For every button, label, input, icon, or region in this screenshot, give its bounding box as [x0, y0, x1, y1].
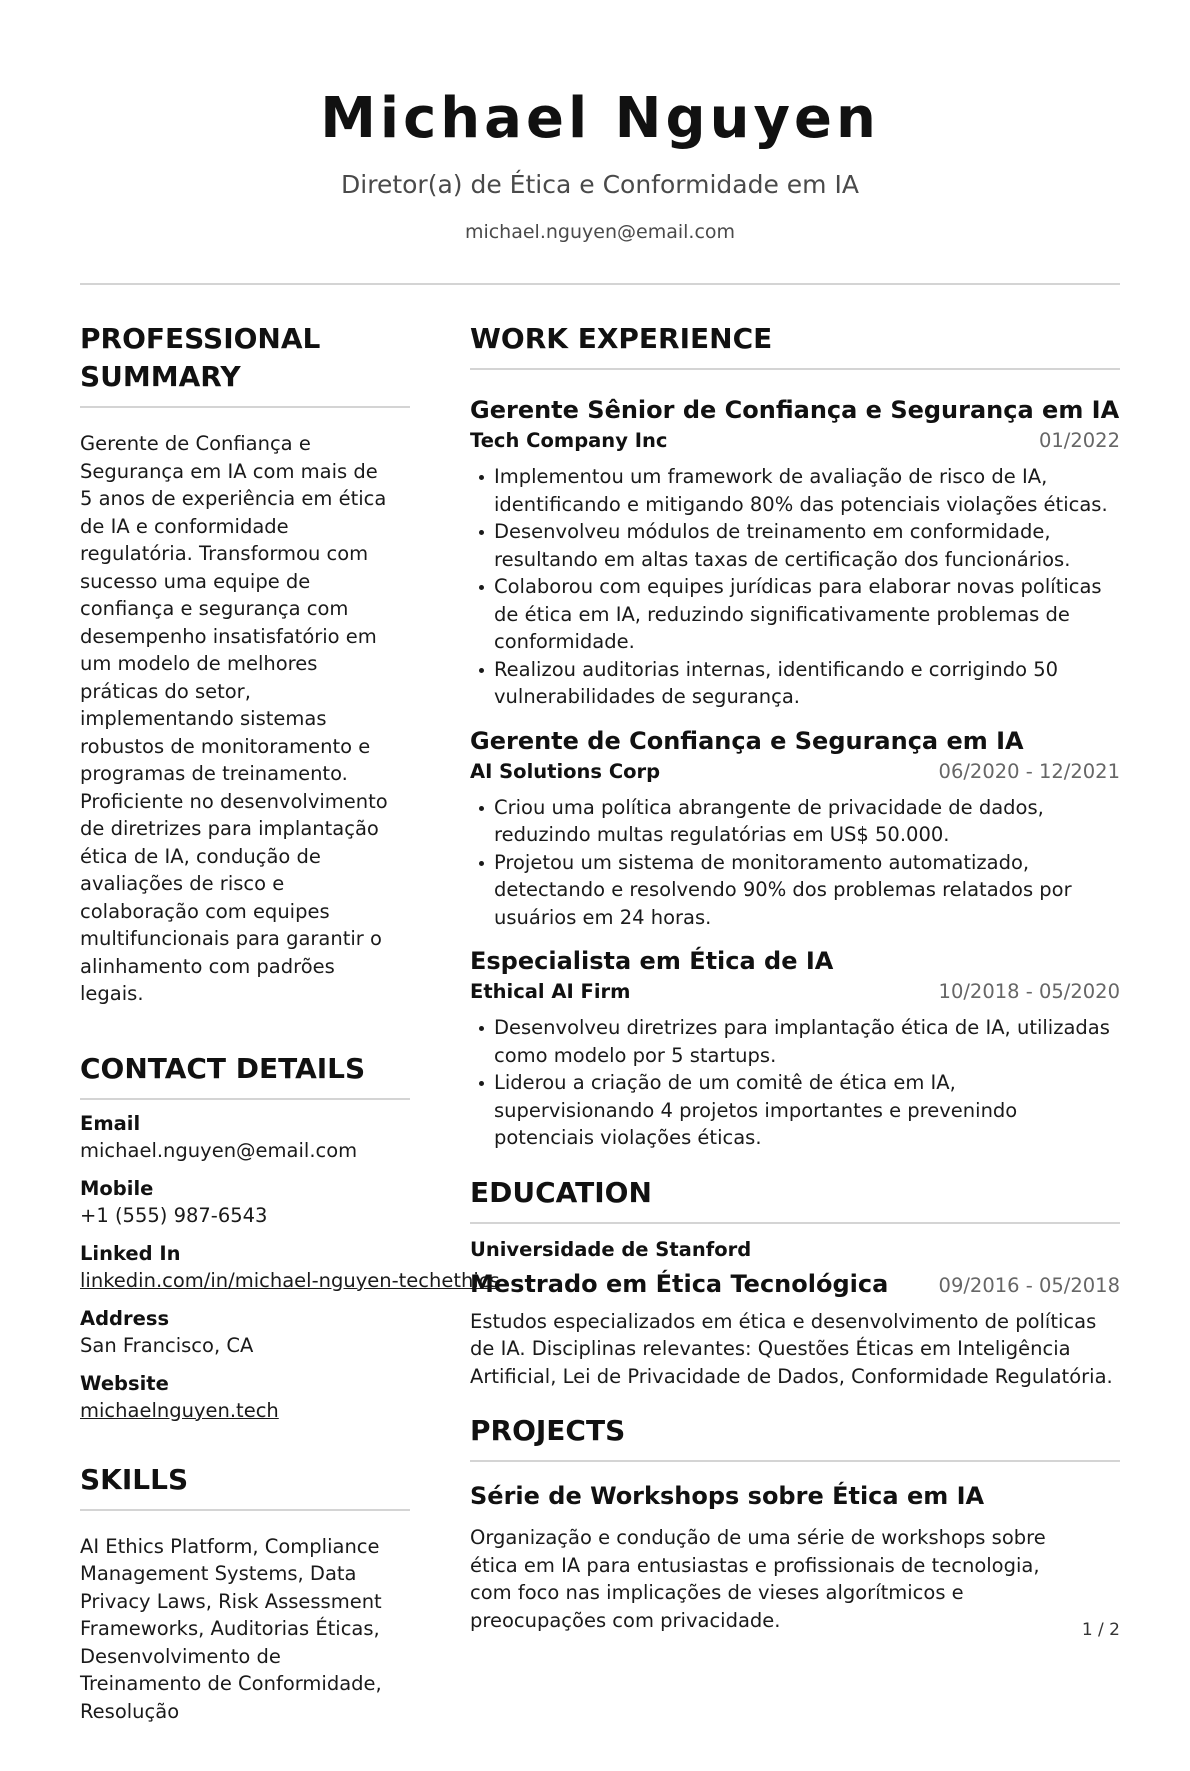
job-meta — [470, 758, 1120, 786]
projects-heading: PROJECTS — [470, 1414, 626, 1447]
contact-email-value: michael.nguyen@email.com — [80, 1138, 358, 1162]
job-bullet: Liderou a criação de um comitê de ética em IA, supervisionando 4 projetos importantes e prevenindo potenciais violações éticas. — [470, 1069, 1120, 1152]
edu-date: 09/2016 - 05/2018 — [938, 1273, 1120, 1297]
skills-heading: SKILLS — [80, 1462, 189, 1496]
contact-linkedin — [80, 1240, 500, 1295]
left-column — [80, 320, 500, 1771]
project-description: Organização e condução de uma série de workshops sobre ética em IA para entusiastas e profissionais de tecnologia, com foco nas implicações de vieses algorítmicos e preocupações com privacidade. — [470, 1526, 1046, 1632]
contact-label: Email — [80, 1111, 141, 1135]
linkedin-link[interactable]: linkedin.com/in/michael-nguyen-techethics — [80, 1268, 500, 1292]
header-divider — [80, 283, 1120, 285]
contact-label: Address — [80, 1306, 170, 1330]
education-heading: EDUCATION — [470, 1175, 652, 1209]
contact-mobile — [80, 1175, 410, 1230]
job-entry — [470, 945, 1120, 1152]
job-meta — [470, 978, 1120, 1006]
job-title: Especialista em Ética de IA — [470, 947, 834, 975]
job-bullet: Desenvolveu módulos de treinamento em conformidade, resultando em altas taxas de certificação dos funcionários. — [470, 518, 1120, 573]
header-email: michael.nguyen@email.com — [464, 221, 736, 243]
projects-section — [470, 1412, 1120, 1634]
section-divider — [80, 1509, 410, 1511]
contact-address-value: San Francisco, CA — [80, 1333, 254, 1357]
candidate-title: Diretor(a) de Ética e Conformidade em IA — [341, 170, 859, 199]
contact-website — [80, 1370, 410, 1425]
job-bullet: Criou uma política abrangente de privacidade de dados, reduzindo multas regulatórias em US$ 50.000. — [470, 794, 1120, 849]
job-date: 06/2020 - 12/2021 — [938, 759, 1120, 783]
job-bullet: Realizou auditorias internas, identificando e corrigindo 50 vulnerabilidades de segurança. — [470, 656, 1120, 711]
edu-description: Estudos especializados em ética e desenvolvimento de políticas de IA. Disciplinas relevantes: Questões Éticas em Inteligência Artificial, Lei de Privacidade de Dados, Conformidade Regulatória. — [470, 1309, 1113, 1388]
job-date: 01/2022 — [1038, 429, 1120, 452]
job-bullet: Colaborou com equipes jurídicas para elaborar novas políticas de ética em IA, reduzindo significativamente problemas de conformidade. — [470, 573, 1120, 656]
job-date: 10/2018 - 05/2020 — [938, 980, 1120, 1003]
job-company: Ethical AI Firm — [470, 980, 631, 1003]
contact-email — [80, 1110, 410, 1165]
section-divider — [470, 368, 1120, 370]
skills-text: AI Ethics Platform, Compliance Management Systems, Data Privacy Laws, Risk Assessment Frameworks, Auditorias Éticas, Desenvolvimento de Treinamento de Conformidade, Resolução — [80, 1534, 382, 1723]
job-bullet: Implementou um framework de avaliação de risco de IA, identificando e mitigando 80% das potenciais violações éticas. — [470, 463, 1120, 518]
education-section — [470, 1174, 1120, 1391]
section-divider — [80, 406, 410, 408]
job-bullet: Projetou um sistema de monitoramento automatizado, detectando e resolvendo 90% dos problemas relatados por usuários em 24 horas. — [470, 849, 1120, 932]
contact-label: Linked In — [80, 1241, 181, 1265]
summary-text: Gerente de Confiança e Segurança em IA com mais de 5 anos de experiência em ética de IA e conformidade regulatória. Transformou com sucesso uma equipe de confiança e segurança com desempenho insatisfatório em um modelo de melhores práticas do setor, implementando sistemas robustos de monitoramento e programas de treinamento. Proficiente no desenvolvimento de diretrizes para implantação ética de IA, condução de avaliações de risco e colaboração com equipes multifuncionais para garantir o alinhamento com padrões legais. — [80, 432, 388, 1005]
summary-section — [80, 320, 410, 1008]
job-bullet: Desenvolveu diretrizes para implantação ética de IA, utilizadas como modelo por 5 startups. — [470, 1014, 1120, 1069]
section-divider — [470, 1460, 1120, 1462]
summary-heading: PROFESSIONAL SUMMARY — [80, 322, 321, 393]
candidate-name: Michael Nguyen — [320, 86, 880, 151]
edu-school: Universidade de Stanford — [470, 1237, 752, 1261]
job-bullets — [470, 1014, 1120, 1152]
job-company: AI Solutions Corp — [470, 759, 661, 783]
section-divider — [470, 1222, 1120, 1224]
job-title: Gerente Sênior de Confiança e Segurança em IA — [470, 396, 1120, 424]
job-bullets — [470, 794, 1120, 932]
edu-degree: Mestrado em Ética Tecnológica — [470, 1269, 889, 1298]
section-divider — [80, 1098, 410, 1100]
contact-mobile-value: +1 (555) 987-6543 — [80, 1203, 268, 1227]
page-number: 1 / 2 — [1081, 1620, 1120, 1640]
contact-label: Website — [80, 1371, 169, 1395]
experience-heading: WORK EXPERIENCE — [470, 322, 773, 355]
contact-label: Mobile — [80, 1176, 154, 1200]
contact-address — [80, 1305, 410, 1360]
job-meta — [470, 427, 1120, 455]
right-column — [470, 320, 1120, 1656]
contact-section — [80, 1050, 500, 1425]
experience-section — [470, 320, 1120, 1152]
contact-heading: CONTACT DETAILS — [80, 1051, 366, 1085]
job-title: Gerente de Confiança e Segurança em IA — [470, 726, 1024, 755]
website-link[interactable]: michaelnguyen.tech — [80, 1398, 279, 1422]
resume-header — [80, 80, 1120, 246]
edu-meta — [470, 1268, 1120, 1300]
job-entry — [470, 394, 1120, 711]
job-entry — [470, 725, 1120, 932]
job-bullets — [470, 463, 1120, 711]
job-company: Tech Company Inc — [470, 429, 668, 452]
skills-section — [80, 1461, 410, 1726]
project-title: Série de Workshops sobre Ética em IA — [470, 1482, 985, 1510]
